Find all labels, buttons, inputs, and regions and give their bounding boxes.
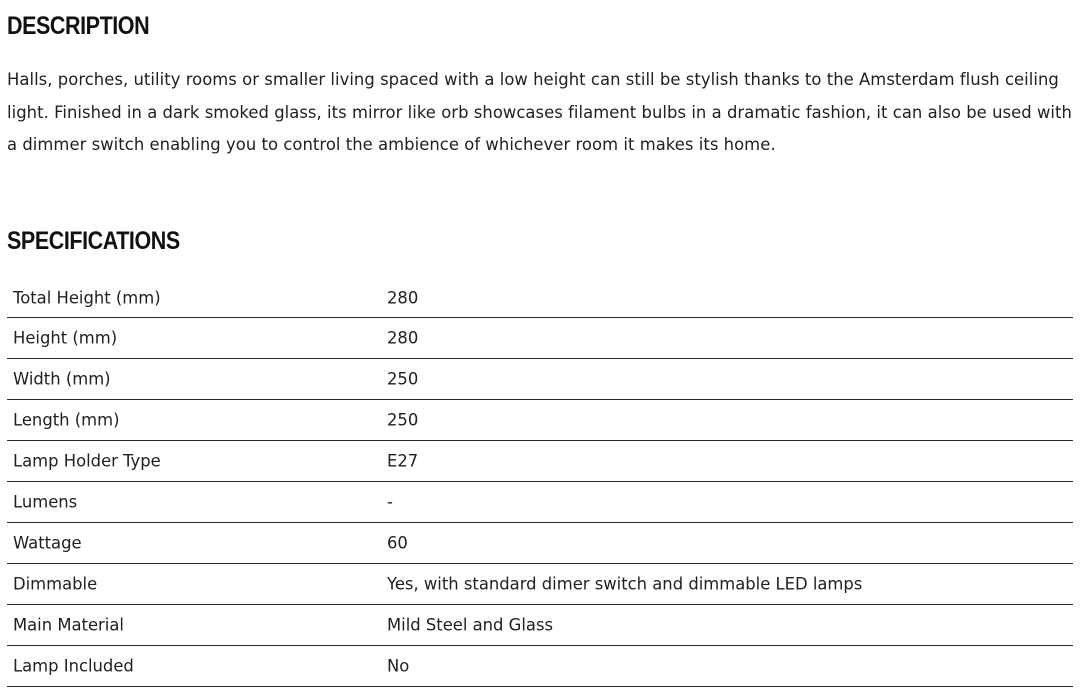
specifications-table — [7, 278, 1073, 687]
specifications-heading: SPECIFICATIONS — [7, 227, 180, 255]
spec-row-lamp-holder-type — [7, 441, 1073, 482]
spec-label: Length (mm) — [13, 410, 120, 430]
spec-label: Dimmable — [13, 574, 98, 594]
spec-label: Wattage — [13, 533, 82, 553]
spec-row-wattage — [7, 523, 1073, 564]
spec-value: - — [387, 492, 393, 512]
spec-label: Lamp Included — [13, 656, 134, 676]
spec-row-width — [7, 359, 1073, 400]
spec-label: Lumens — [13, 492, 78, 512]
description-heading: DESCRIPTION — [7, 12, 150, 40]
spec-value: 280 — [387, 288, 419, 307]
spec-row-lamp-included — [7, 646, 1073, 687]
spec-value: Yes, with standard dimer switch and dimmable LED lamps — [387, 574, 863, 594]
spec-label: Total Height (mm) — [13, 288, 161, 307]
spec-value: No — [387, 656, 410, 676]
spec-row-length — [7, 400, 1073, 441]
spec-row-main-material — [7, 605, 1073, 646]
spec-value: E27 — [387, 451, 419, 471]
spec-label: Width (mm) — [13, 369, 111, 389]
spec-value: Mild Steel and Glass — [387, 615, 554, 635]
spec-value: 60 — [387, 533, 408, 553]
spec-value: 280 — [387, 328, 419, 348]
spec-label: Lamp Holder Type — [13, 451, 161, 471]
spec-row-lumens — [7, 482, 1073, 523]
spec-value: 250 — [387, 369, 419, 389]
description-text: Halls, porches, utility rooms or smaller living spaced with a low height can still be stylish thanks to the Amsterdam flush ceiling light. Finished in a dark smoked glass, its mirror like orb showcases filament bulbs in a dramatic fashion, it can also be used with a dimmer switch enabling you to control the ambience of whichever room it makes its home. — [7, 70, 1072, 154]
spec-row-height — [7, 318, 1073, 359]
spec-label: Height (mm) — [13, 328, 118, 348]
spec-row-dimmable — [7, 564, 1073, 605]
spec-row-total-height — [7, 278, 1073, 318]
spec-value: 250 — [387, 410, 419, 430]
spec-label: Main Material — [13, 615, 124, 635]
